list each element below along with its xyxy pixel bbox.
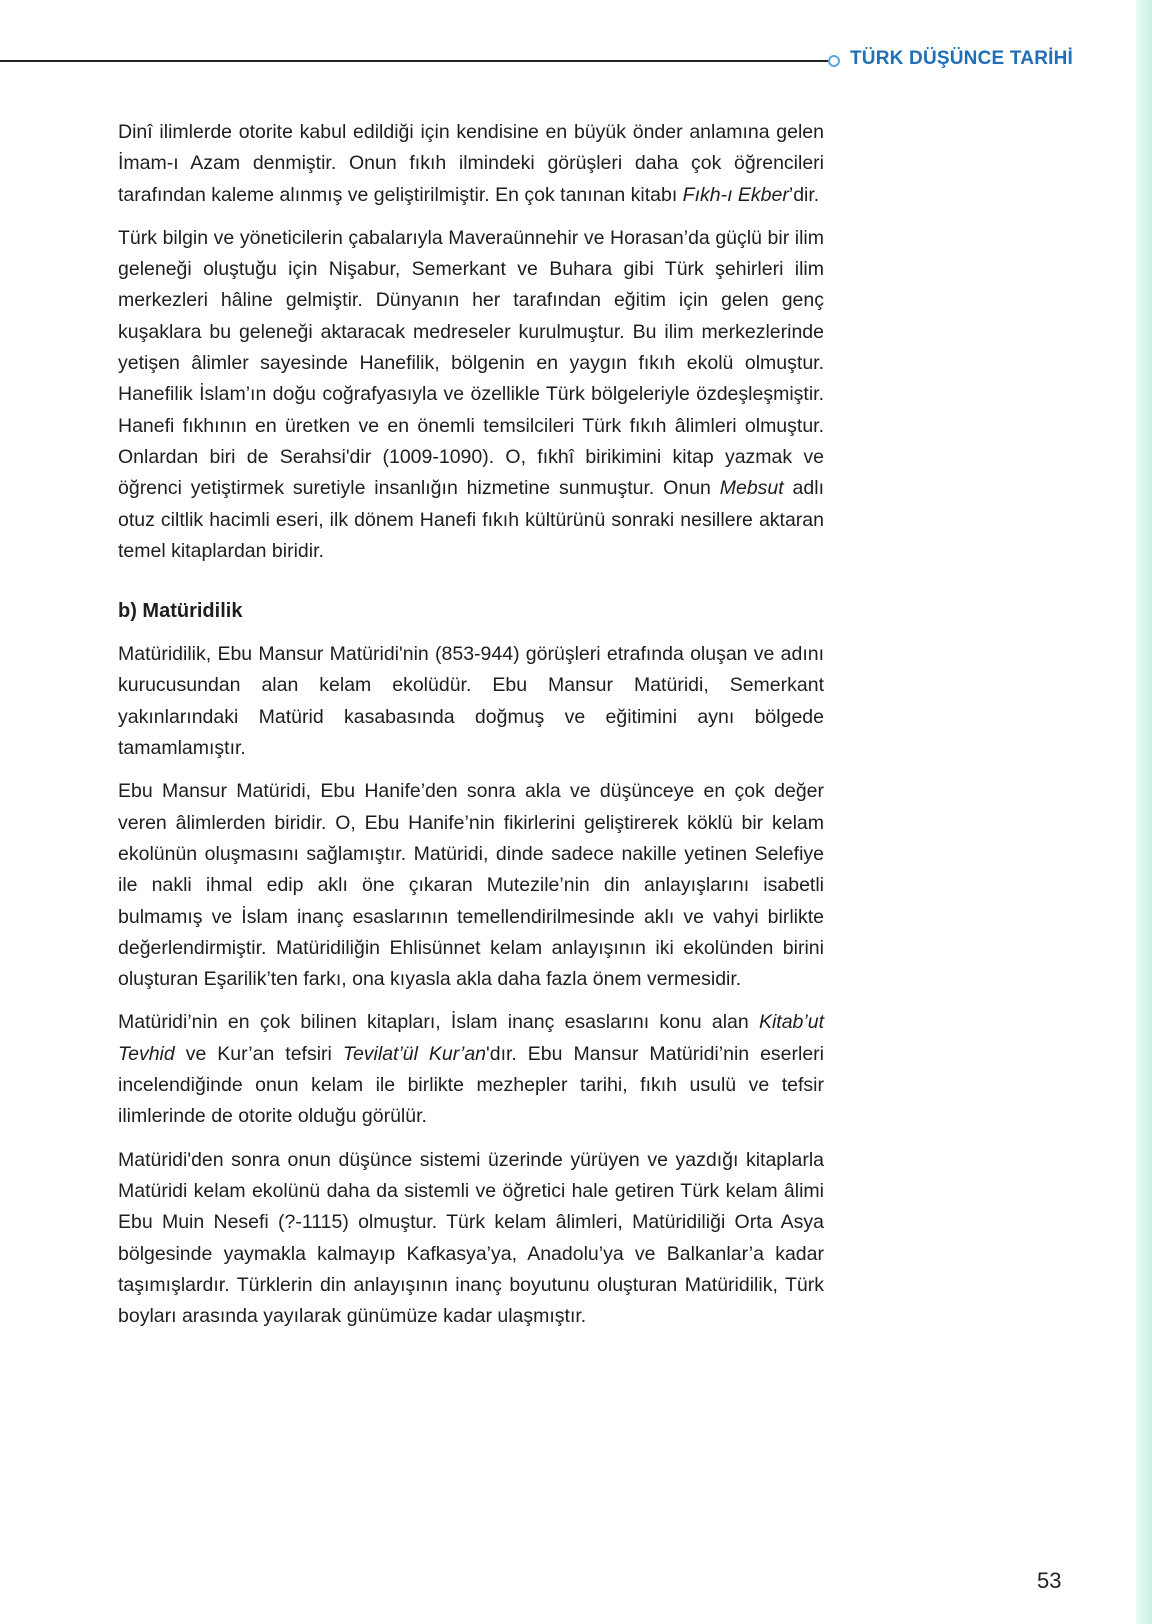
book-title: Mebsut [719, 477, 784, 500]
paragraph-text: Matüridilik, Ebu Mansur Matüridi'nin (853-944) görüşleri etrafında oluşan ve adını kurucusundan alan kelam ekolüdür. Ebu Mansur Matüridi, Semerkant yakınlarındaki Matürid kasabasında doğmuş ve eğitimini aynı bölgede tamamlamıştır. [118, 643, 824, 760]
paragraph-text: Matüridi’nin en çok bilinen kitapları, İslam inanç esaslarını konu alan [118, 1011, 759, 1034]
paragraph-3 [118, 639, 824, 764]
paragraph-text: Türk bilgin ve yöneticilerin çabalarıyla Maveraünnehir ve Horasan’da güçlü bir ilim geleneği oluştuğu için Nişabur, Semerkant ve Buhara gibi Türk şehirleri ilim merkezleri hâline gelmiştir. Dünyanın her tarafından eğitim için gelen genç kuşaklara bu geleneği aktaracak medreseler kurulmuştur. Bu ilim merkezlerinde yetişen âlimler sayesinde Hanefilik, bölgenin en yaygın fıkıh ekolü olmuştur. Hanefilik İslam’ın doğu coğrafyasıyla ve özellikle Türk bölgeleriyle özdeşleşmiştir. Hanefi fıkhının en üretken ve en önemli temsilcileri Türk fıkıh âlimleri olmuştur. Onlardan biri de Serahsi'dir (1009-1090). O, fıkhî birikimini kitap yazmak ve öğrenci yetiştirmek suretiyle insanlığın hizmetine sunmuştur. Onun [118, 226, 824, 500]
paragraph-text: Dinî ilimlerde otorite kabul edildiği için kendisine en büyük önder anlamına gelen İmam-ı Azam denmiştir. Onun fıkıh ilmindeki görüşleri daha çok öğrencileri tarafından kaleme alınmış ve geliştirilmiştir. En çok tanınan kitabı [118, 121, 824, 206]
paragraph-text: Ebu Mansur Matüridi, Ebu Hanife’den sonra akla ve düşünceye en çok değer veren âlimlerden biridir. O, Ebu Hanife’nin fikirlerini geliştirerek köklü bir kelam ekolünün oluşmasını sağlamıştır. Matüridi, dinde sadece nakille yetinen Selefiye ile nakli ihmal edip aklı öne çıkaran Mutezile’nin din anlayışlarını isabetli bulmamış ve İslam inanç esaslarının temellendirilmesinde aklı ve vahyi birlikte değerlendirmiştir. Matüridiliğin Ehlisünnet kelam anlayışının iki ekolünden birini oluşturan Eşarilik’ten farkı, ona kıyasla akla daha fazla önem vermesidir. [118, 780, 824, 991]
paragraph-text: ’dir. [788, 183, 820, 206]
section-heading: b) Matüridilik [118, 600, 243, 623]
page-number: 53 [1037, 1568, 1062, 1593]
header-circle-marker [828, 55, 840, 67]
side-color-band [1136, 0, 1152, 1624]
paragraph-6 [118, 1145, 824, 1333]
book-title: Kitab’ut Tevhid [118, 1011, 824, 1065]
book-title: Fıkh-ı Ekber [682, 183, 789, 206]
paragraph-2 [118, 223, 824, 567]
body-text [118, 117, 824, 1344]
running-header-title: TÜRK DÜŞÜNCE TARİHİ [850, 48, 1073, 69]
paragraph-4 [118, 776, 824, 995]
paragraph-1 [118, 117, 824, 211]
paragraph-text: ve Kur’an tefsiri [174, 1042, 343, 1065]
paragraph-text: adlı otuz ciltlik hacimli eseri, ilk dönem Hanefi fıkıh kültürünü sonraki nesillere aktaran temel kitaplardan biridir. [118, 477, 824, 562]
paragraph-text: Matüridi'den sonra onun düşünce sistemi üzerinde yürüyen ve yazdığı kitaplarla Matüridi kelam ekolünü daha da sistemli ve öğretici hale getiren Türk kelam âlimi Ebu Muin Nesefi (?-1115) olmuştur. Türk kelam âlimleri, Matüridiliği Orta Asya bölgesinde yaymakla kalmayıp Kafkasya’ya, Anadolu’ya ve Balkanlar’a kadar taşımışlardır. Türklerin din anlayışının inanç boyutunu oluşturan Matüridilik, Türk boyları arasında yayılarak günümüze kadar ulaşmıştır. [118, 1148, 824, 1328]
book-title: Tevilat’ül Kur’an [342, 1042, 487, 1065]
paragraph-text: 'dır. Ebu Mansur Matüridi’nin eserleri incelendiğinde onun kelam ile birlikte mezhepler tarihi, fıkıh usulü ve tefsir ilimlerinde de otorite olduğu görülür. [118, 1042, 825, 1128]
paragraph-5 [118, 1007, 824, 1132]
header-rule [0, 60, 828, 62]
